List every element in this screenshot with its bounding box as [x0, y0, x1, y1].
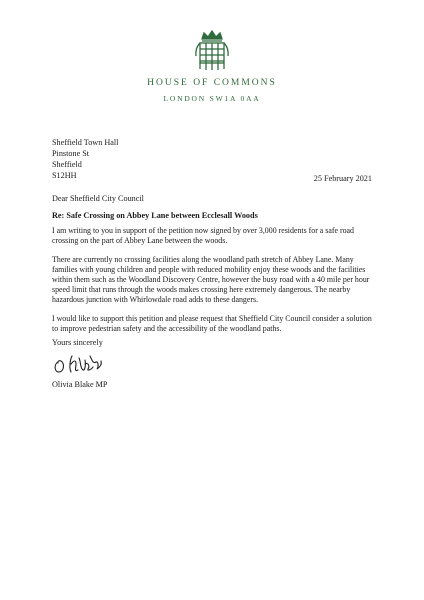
recipient-address — [52, 137, 118, 181]
letterhead-address: LONDON SW1A 0AA — [163, 94, 261, 103]
letter-body — [52, 226, 374, 343]
recipient-line: S12HH — [52, 171, 77, 180]
signer-name: Olivia Blake MP — [52, 380, 108, 389]
letterhead-organisation: HOUSE OF COMMONS — [147, 78, 277, 88]
body-paragraph: There are currently no crossing facilities along the woodland path stretch of Abbey Lane. Many families with young children and people with reduced mobility enjoy these woods and the facilities within them such as the Woodland Discovery Centre, however the busy road with a 40 mile per hour speed limit that runs through the woods makes crossing here extremely dangerous. The nearby hazardous junction with Whirlowdale road adds to these dangers. — [52, 255, 370, 304]
recipient-line: Sheffield Town Hall — [52, 138, 119, 147]
recipient-line: Pinstone St — [52, 149, 90, 158]
signature-image — [52, 350, 112, 376]
letter-date: 25 February 2021 — [313, 174, 372, 183]
salutation: Dear Sheffield City Council — [52, 194, 144, 203]
body-paragraph: I am writing to you in support of the petition now signed by over 3,000 residents for a safe road crossing on the part of Abbey Lane between the woods. — [52, 226, 354, 245]
subject-line: Re: Safe Crossing on Abbey Lane between Ecclesall Woods — [52, 211, 258, 220]
recipient-line: Sheffield — [52, 160, 82, 169]
portcullis-icon — [192, 30, 232, 72]
body-paragraph: I would like to support this petition and please request that Sheffield City Council consider a solution to improve pedestrian safety and the accessibility of the woodland paths. — [52, 314, 372, 333]
closing: Yours sincerely — [52, 338, 103, 347]
